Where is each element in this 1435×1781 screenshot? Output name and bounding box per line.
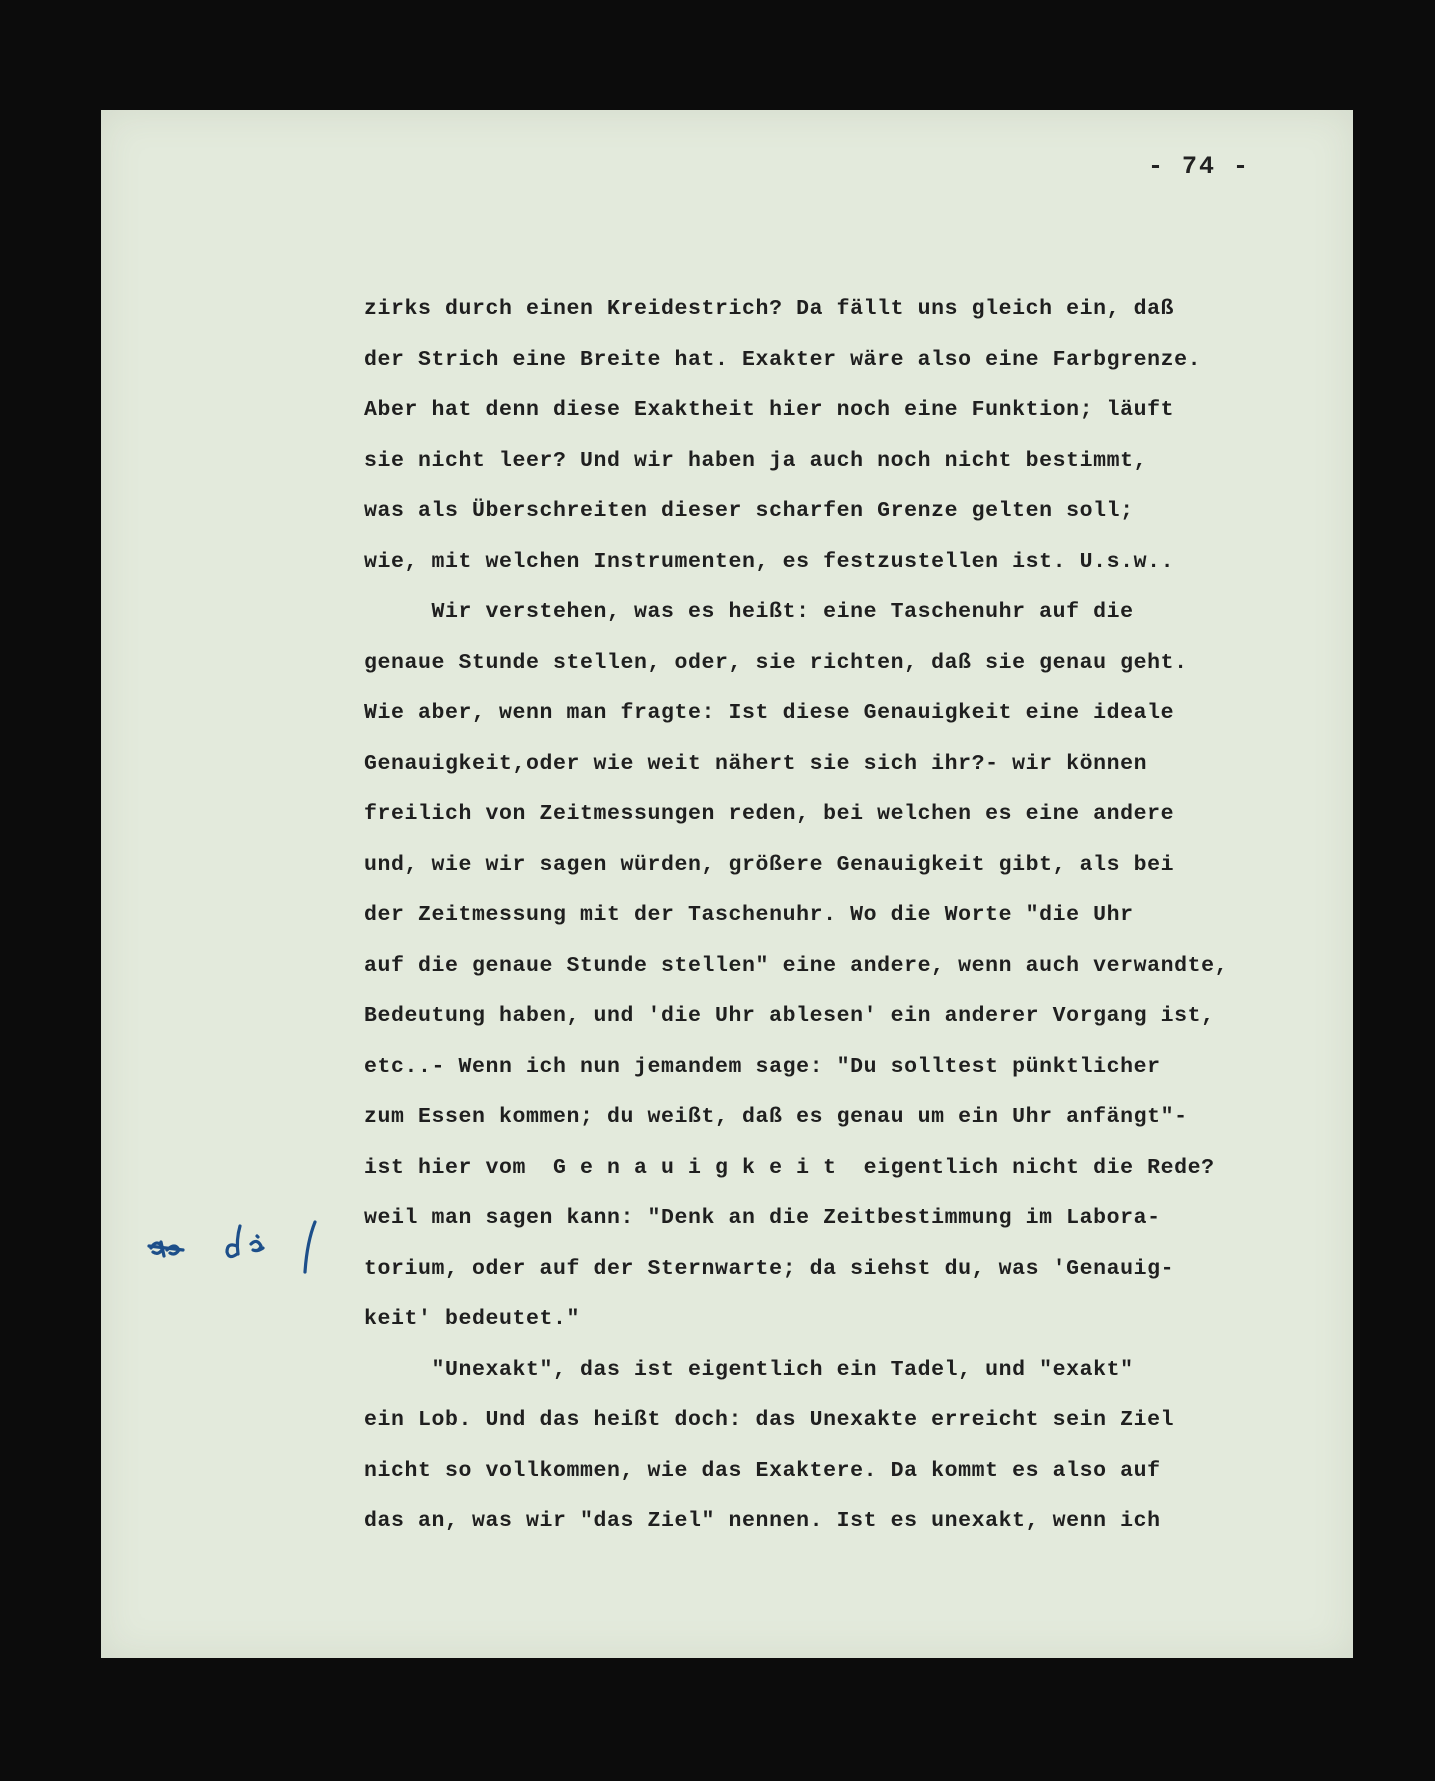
handwriting-glyphs bbox=[145, 1220, 345, 1310]
text-line: Bedeutung haben, und 'die Uhr ablesen' ein anderer Vorgang ist, bbox=[364, 1004, 1215, 1028]
text-line: Genauigkeit,oder wie weit nähert sie sich ihr?- wir können bbox=[364, 751, 1148, 776]
text-line: der Strich eine Breite hat. Exakter wäre also eine Farbgrenze. bbox=[364, 347, 1202, 372]
text-line: etc..- Wenn ich nun jemandem sage: "Du solltest pünktlicher bbox=[364, 1054, 1161, 1079]
handwritten-margin-note bbox=[145, 1220, 345, 1310]
text-line: ein Lob. Und das heißt doch: das Unexakte erreicht sein Ziel bbox=[364, 1408, 1175, 1432]
text-line: der Zeitmessung mit der Taschenuhr. Wo die Worte "die Uhr bbox=[364, 903, 1134, 927]
text-line: Wir verstehen, was es heißt: eine Taschenuhr auf die bbox=[364, 600, 1134, 624]
text-line: wie, mit welchen Instrumenten, es festzustellen ist. U.s.w.. bbox=[364, 549, 1175, 574]
text-line: Wie aber, wenn man fragte: Ist diese Genauigkeit eine ideale bbox=[364, 701, 1175, 725]
text-line: das an, was wir "das Ziel" nennen. Ist es unexakt, wenn ich bbox=[364, 1509, 1161, 1533]
text-line: freilich von Zeitmessungen reden, bei welchen es eine andere bbox=[364, 802, 1175, 826]
text-line: genaue Stunde stellen, oder, sie richten, daß sie genau geht. bbox=[364, 650, 1188, 675]
text-line: "Unexakt", das ist eigentlich ein Tadel, und "exakt" bbox=[364, 1357, 1134, 1382]
text-line: auf die genaue Stunde stellen" eine andere, wenn auch verwandte, bbox=[364, 953, 1229, 978]
text-line: sie nicht leer? Und wir haben ja auch noch nicht bestimmt, bbox=[364, 448, 1148, 473]
text-line: weil man sagen kann: "Denk an die Zeitbestimmung im Labora- bbox=[364, 1206, 1161, 1230]
text-line: torium, oder auf der Sternwarte; da siehst du, was 'Genauig- bbox=[364, 1256, 1175, 1281]
page-number: - 74 - bbox=[1148, 152, 1251, 181]
text-line: zirks durch einen Kreidestrich? Da fällt uns gleich ein, daß bbox=[364, 297, 1175, 321]
text-line: und, wie wir sagen würden, größere Genauigkeit gibt, als bei bbox=[364, 852, 1175, 877]
typed-body-text bbox=[364, 284, 1324, 1547]
text-line: was als Überschreiten dieser scharfen Grenze gelten soll; bbox=[364, 499, 1134, 523]
text-line: keit' bedeutet." bbox=[364, 1307, 581, 1331]
text-line: nicht so vollkommen, wie das Exaktere. Da kommt es also auf bbox=[364, 1458, 1161, 1483]
text-line: zum Essen kommen; du weißt, daß es genau um ein Uhr anfängt"- bbox=[364, 1105, 1188, 1129]
text-line: ist hier vom G e n a u i g k e i t eigentlich nicht die Rede? bbox=[364, 1155, 1215, 1180]
text-line: Aber hat denn diese Exaktheit hier noch eine Funktion; läuft bbox=[364, 398, 1175, 422]
